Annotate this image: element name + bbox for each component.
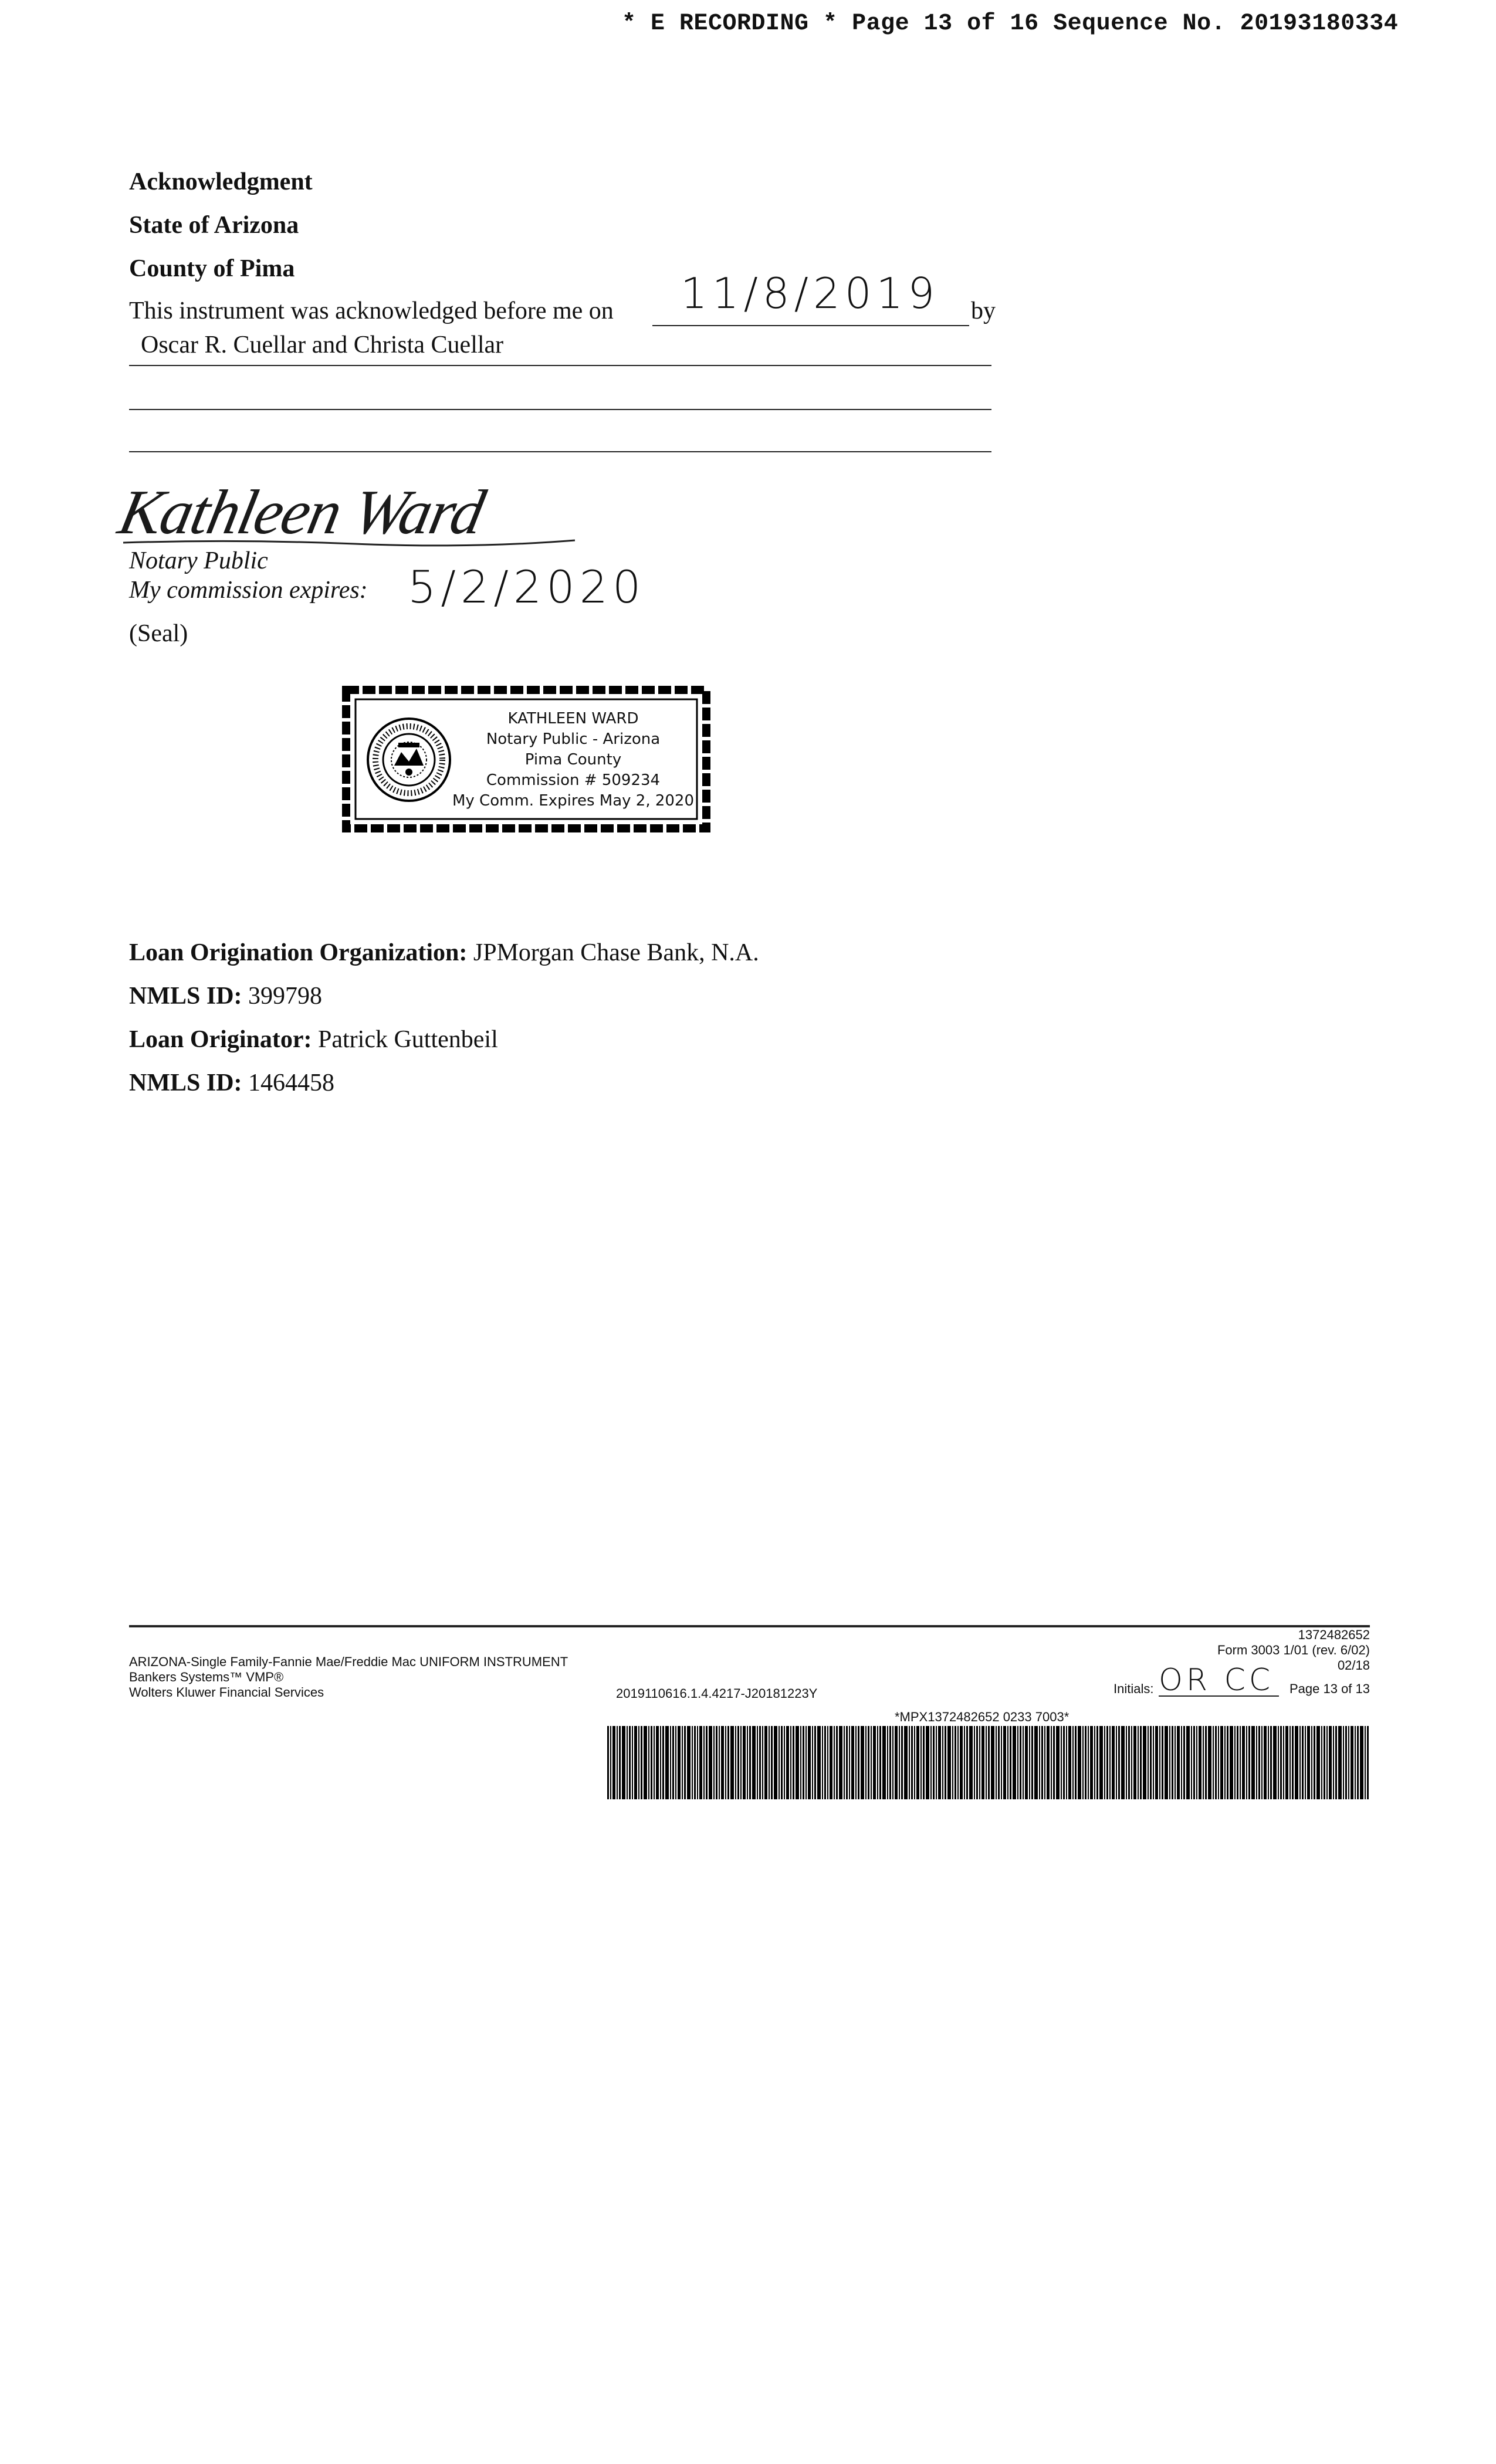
notary-stamp [341, 685, 711, 833]
form-description: ARIZONA-Single Family-Fannie Mae/Freddie Mac UNIFORM INSTRUMENT [129, 1654, 568, 1669]
signers-underline [129, 365, 991, 366]
by-word: by [971, 297, 996, 324]
stamp-expiry: My Comm. Expires May 2, 2020 [452, 792, 695, 810]
barcode-icon [607, 1726, 1370, 1799]
notary-public-label: Notary Public [129, 547, 268, 574]
field-value: 399798 [248, 983, 323, 1010]
commission-expiry-handwritten: 5/2/2020 [408, 561, 646, 613]
footer-left-block [129, 1654, 568, 1700]
arizona-great-seal-icon [365, 716, 453, 804]
stamp-text-block [450, 709, 696, 811]
acknowledgment-title: Acknowledgment [129, 168, 313, 195]
field-value: 1464458 [248, 1069, 335, 1096]
page-count: Page 13 of 13 [1289, 1681, 1370, 1696]
organization-nmls-id [129, 982, 322, 1010]
stamp-county: Pima County [524, 751, 622, 769]
blank-line-2 [129, 451, 991, 452]
provider-line: Wolters Kluwer Financial Services [129, 1685, 324, 1700]
loan-origination-organization [129, 939, 759, 967]
blank-line-1 [129, 409, 991, 410]
signer-names: Oscar R. Cuellar and Christa Cuellar [141, 331, 504, 358]
initials-handwritten: OR CC [1159, 1663, 1274, 1698]
county-label: County of Pima [129, 255, 295, 282]
acknowledged-sentence: This instrument was acknowledged before me on [129, 297, 614, 324]
date-underline [652, 325, 969, 326]
commission-expires-label: My commission expires: [129, 577, 368, 604]
field-label: Loan Origination Organization: [129, 939, 468, 966]
field-label: Loan Originator: [129, 1026, 312, 1053]
field-label: NMLS ID: [129, 983, 242, 1010]
handwritten-date: 11/8/2019 [681, 269, 940, 318]
form-number: Form 3003 1/01 (rev. 6/02) [1217, 1643, 1370, 1657]
field-label: NMLS ID: [129, 1069, 242, 1096]
originator-nmls-id [129, 1069, 334, 1097]
stamp-title: Notary Public - Arizona [486, 730, 661, 748]
stamp-commission-number: Commission # 509234 [486, 771, 661, 789]
state-label: State of Arizona [129, 212, 299, 239]
field-value: Patrick Guttenbeil [318, 1026, 498, 1053]
loan-number: 1372482652 [1298, 1627, 1370, 1642]
seal-label: (Seal) [129, 620, 188, 647]
form-date: 02/18 [1337, 1658, 1370, 1673]
loan-originator [129, 1025, 498, 1054]
stamp-name: KATHLEEN WARD [507, 710, 639, 727]
field-value: JPMorgan Chase Bank, N.A. [473, 939, 759, 966]
publisher-line: Bankers Systems™ VMP® [129, 1670, 284, 1684]
notary-signature: Kathleen Ward [113, 478, 490, 547]
barcode-text: *MPX1372482652 0233 7003* [895, 1710, 1069, 1724]
document-code: 2019110616.1.4.4217-J20181223Y [616, 1686, 818, 1701]
initials-label: Initials: [1113, 1681, 1154, 1696]
initials-underline [1159, 1695, 1279, 1697]
recording-header: * E RECORDING * Page 13 of 16 Sequence No. 20193180334 [622, 11, 1399, 37]
